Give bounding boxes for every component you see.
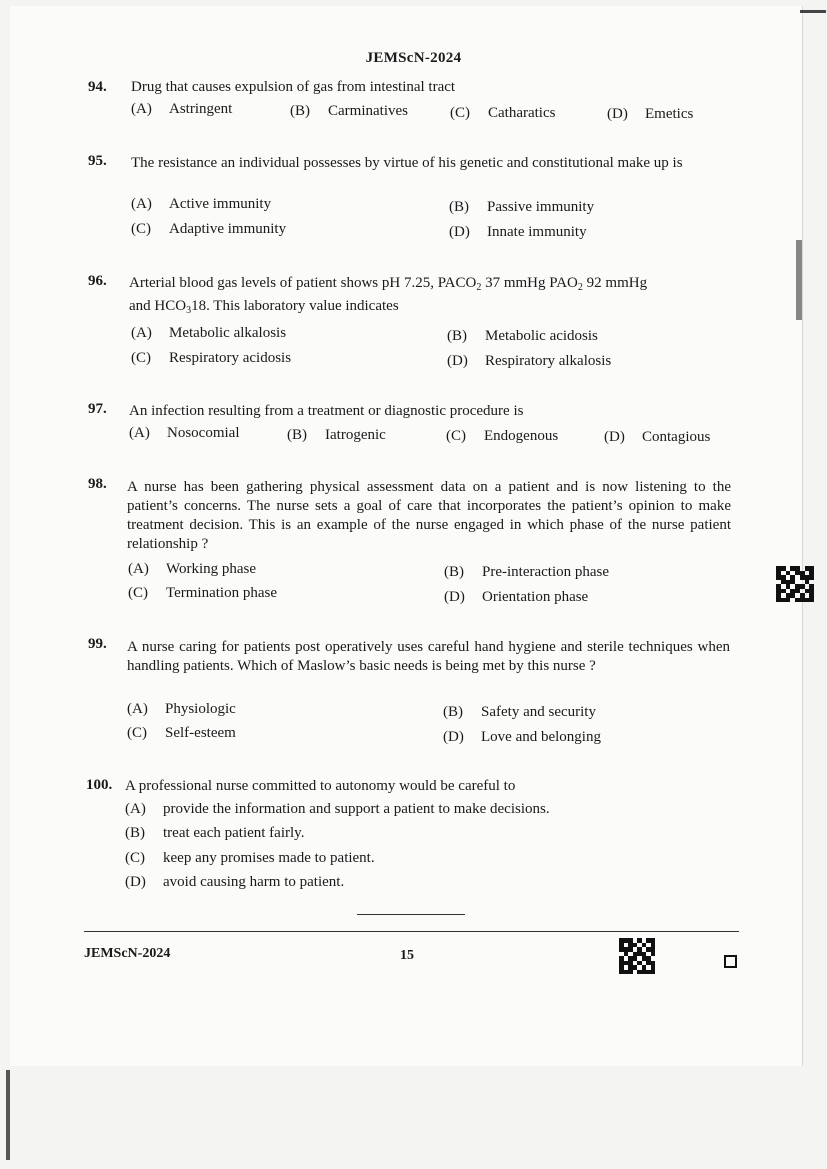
option-letter: (A)	[129, 425, 150, 441]
option-letter: (A)	[131, 325, 152, 341]
option-c	[446, 428, 558, 445]
option-d	[607, 106, 693, 123]
option-d	[604, 429, 710, 446]
scan-corner-mark	[800, 10, 826, 13]
scan-bleed-mark	[796, 240, 802, 320]
option-letter: (C)	[450, 105, 470, 121]
question-text: The resistance an individual possesses by virtue of his genetic and constitutional make up is	[131, 155, 683, 171]
option-letter: (D)	[443, 729, 464, 745]
option-text: Iatrogenic	[325, 427, 386, 443]
option-text: Catharatics	[488, 105, 556, 121]
option-text: Physiologic	[165, 701, 236, 717]
option-text: Carminatives	[328, 103, 408, 119]
option-text: Orientation phase	[482, 589, 589, 605]
option-text: Emetics	[645, 106, 694, 122]
option-letter: (B)	[287, 427, 307, 443]
text-part: 18. This laboratory value indicates	[191, 298, 399, 314]
option-letter: (D)	[447, 353, 468, 369]
question-text-line2	[129, 297, 735, 316]
question-number: 96.	[88, 273, 107, 289]
option-text: keep any promises made to patient.	[163, 850, 375, 866]
option-a	[125, 801, 550, 818]
option-b	[449, 199, 594, 216]
option-b	[290, 103, 408, 120]
square-marker-icon	[724, 955, 737, 968]
option-d	[443, 729, 601, 746]
page-header-title: JEMScN-2024	[365, 50, 462, 66]
option-d	[447, 353, 611, 370]
option-text: Metabolic acidosis	[485, 328, 598, 344]
option-letter: (B)	[449, 199, 469, 215]
option-text: Passive immunity	[487, 199, 595, 215]
option-a	[131, 101, 232, 118]
option-text: Nosocomial	[167, 425, 240, 441]
option-letter: (C)	[131, 221, 151, 237]
footer-exam-code: JEMScN-2024	[84, 946, 171, 961]
side-qr-code-icon	[776, 566, 814, 602]
scan-edge	[6, 1070, 10, 1160]
text-part: and HCO	[129, 298, 187, 314]
question-text: An infection resulting from a treatment or diagnostic procedure is	[129, 403, 524, 419]
question-number: 94.	[88, 79, 107, 95]
text-part: 92 mmHg	[582, 275, 648, 291]
option-b	[447, 328, 598, 345]
question-number: 99.	[88, 636, 107, 652]
option-letter: (A)	[131, 196, 152, 212]
qr-code-icon	[619, 938, 655, 974]
option-letter: (C)	[446, 428, 466, 444]
question-text: Drug that causes expulsion of gas from intestinal tract	[131, 79, 456, 95]
text-part: Arterial blood gas levels of patient shows pH 7.25, PACO	[129, 275, 477, 291]
option-letter: (C)	[125, 850, 145, 866]
option-c	[131, 350, 291, 367]
option-text: Termination phase	[166, 585, 277, 601]
end-of-section-rule	[357, 914, 465, 915]
option-letter: (B)	[290, 103, 310, 119]
option-c	[450, 105, 555, 122]
option-text: Pre-interaction phase	[482, 564, 610, 580]
option-text: Adaptive immunity	[169, 221, 287, 237]
subscript: 2	[577, 282, 583, 293]
option-text: avoid causing harm to patient.	[163, 874, 345, 890]
option-a	[127, 701, 236, 718]
option-letter: (B)	[444, 564, 464, 580]
option-a	[128, 561, 256, 578]
option-a	[131, 325, 286, 342]
question-text: A professional nurse committed to autonomy would be careful to	[125, 778, 516, 794]
option-text: Active immunity	[169, 196, 272, 212]
option-text: Working phase	[166, 561, 257, 577]
option-a	[131, 196, 271, 213]
question-text: A nurse has been gathering physical assessment data on a patient and is now listening to the patient’s concerns. The nurse sets a goal of care that incorporates the patient’s opinion to make treatment decision. This is an example of the nurse engaged in which phase of the nurse patient relationship ?	[127, 479, 731, 552]
option-letter: (B)	[447, 328, 467, 344]
text-part: 37 mmHg PAO	[481, 275, 578, 291]
option-d	[444, 589, 588, 606]
question-number: 95.	[88, 153, 107, 169]
option-text: Astringent	[169, 101, 233, 117]
option-text: Innate immunity	[487, 224, 587, 240]
option-text: Endogenous	[484, 428, 559, 444]
option-letter: (A)	[128, 561, 149, 577]
subscript: 2	[476, 282, 482, 293]
option-d	[125, 874, 344, 891]
option-letter: (C)	[127, 725, 147, 741]
option-text: treat each patient fairly.	[163, 825, 305, 841]
option-b	[443, 704, 596, 721]
option-text: Respiratory acidosis	[169, 350, 292, 366]
option-text: Metabolic alkalosis	[169, 325, 287, 341]
option-a	[129, 425, 240, 442]
option-b	[125, 825, 304, 842]
option-c	[127, 725, 236, 742]
option-b	[287, 427, 386, 444]
option-d	[449, 224, 587, 241]
option-letter: (A)	[127, 701, 148, 717]
footer-rule	[84, 931, 739, 932]
option-letter: (D)	[607, 106, 628, 122]
option-letter: (D)	[444, 589, 465, 605]
option-text: Contagious	[642, 429, 711, 445]
option-letter: (A)	[125, 801, 146, 817]
option-c	[125, 850, 375, 867]
option-c	[128, 585, 277, 602]
option-text: Love and belonging	[481, 729, 601, 745]
option-letter: (D)	[604, 429, 625, 445]
subscript: 3	[186, 305, 192, 316]
option-text: Respiratory alkalosis	[485, 353, 612, 369]
option-letter: (D)	[125, 874, 146, 890]
question-number: 98.	[88, 476, 107, 492]
option-text: Safety and security	[481, 704, 596, 720]
question-number: 100.	[86, 777, 113, 793]
option-letter: (C)	[128, 585, 148, 601]
option-text: Self-esteem	[165, 725, 236, 741]
question-text: A nurse caring for patients post operatively uses careful hand hygiene and sterile techniques when handling patients. Which of Maslow’s basic needs is being met by this nurse ?	[127, 639, 730, 674]
option-letter: (B)	[443, 704, 463, 720]
option-letter: (C)	[131, 350, 151, 366]
page-number: 15	[400, 948, 414, 963]
question-number: 97.	[88, 401, 107, 417]
option-letter: (A)	[131, 101, 152, 117]
option-letter: (B)	[125, 825, 145, 841]
option-c	[131, 221, 286, 238]
question-text	[129, 274, 735, 293]
option-text: provide the information and support a patient to make decisions.	[163, 801, 550, 817]
option-b	[444, 564, 609, 581]
option-letter: (D)	[449, 224, 470, 240]
